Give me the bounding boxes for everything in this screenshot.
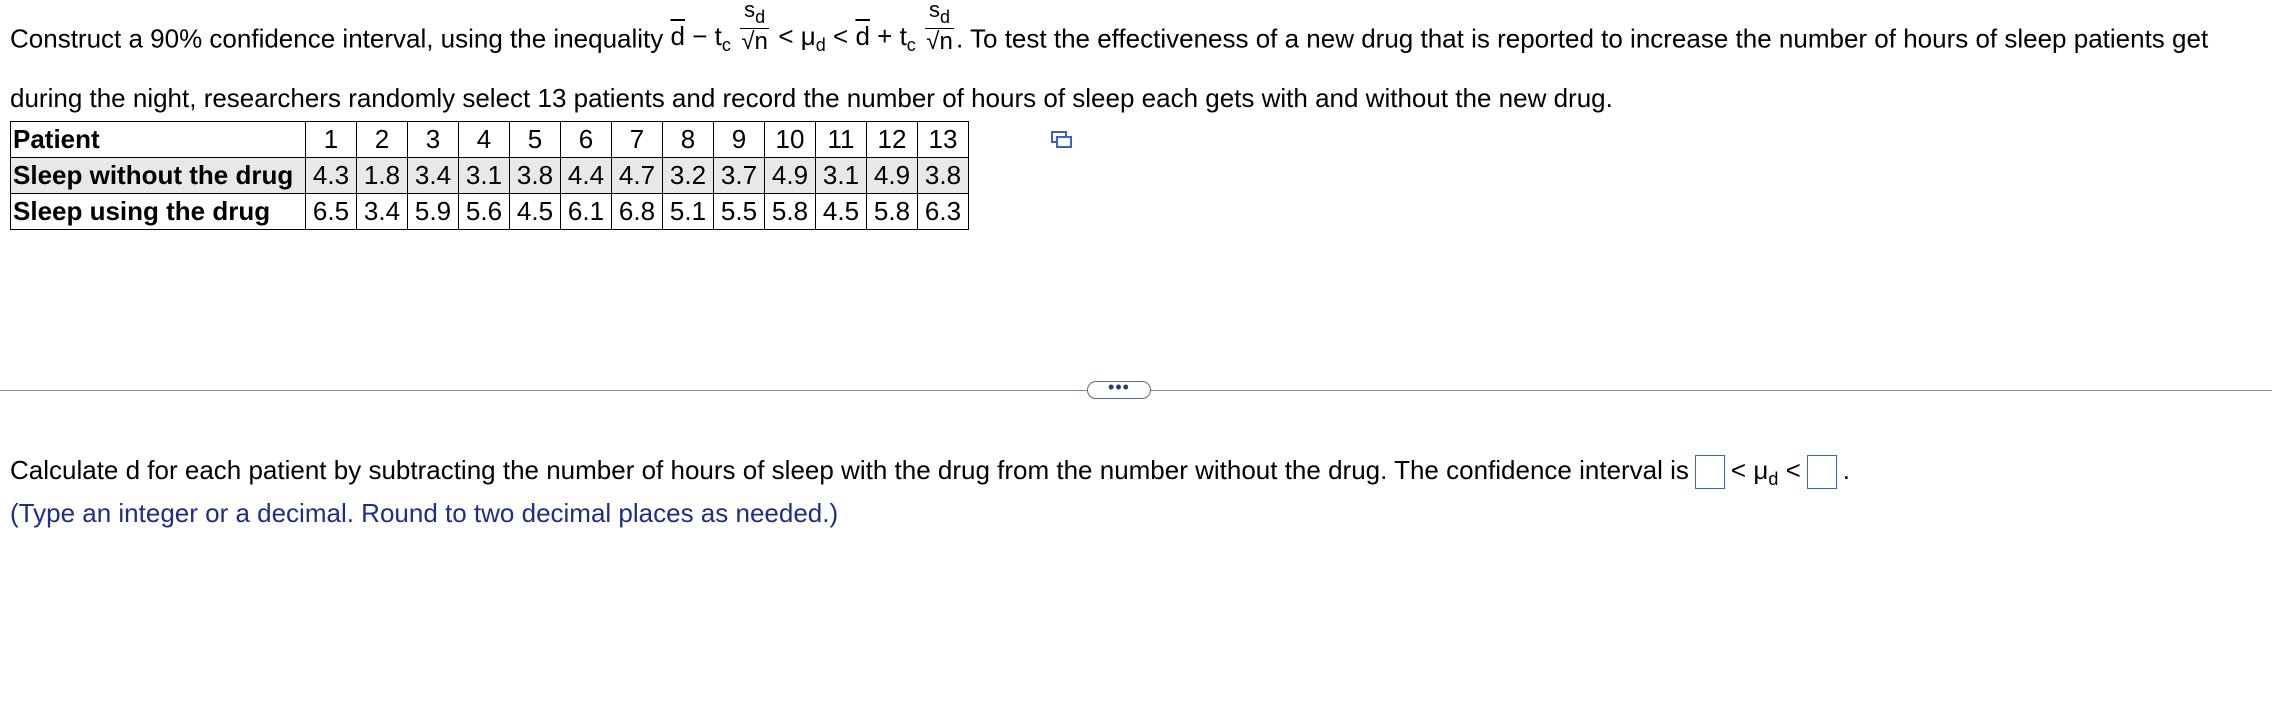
table-cell: 5.1 <box>663 194 714 230</box>
s-symbol-2: s <box>929 0 941 23</box>
d-bar-symbol: $\overline{d}$ <box>670 21 685 51</box>
intro-text <box>10 0 2250 61</box>
table-cell: 10 <box>765 122 816 158</box>
mu-subscript-q: d <box>1768 469 1779 489</box>
table-cell: 1 <box>306 122 357 158</box>
less-than-symbol-q2: < <box>1785 455 1801 485</box>
row-label: Sleep using the drug <box>11 194 306 230</box>
intro-line-2: during the night, researchers randomly select 13 patients and record the number of hours of sleep each gets with and without the new drug. <box>10 83 1613 113</box>
table-cell: 3.7 <box>714 158 765 194</box>
sqrt-n-2: √n <box>926 28 953 56</box>
table-cell: 5.9 <box>408 194 459 230</box>
table-cell: 5 <box>510 122 561 158</box>
table-cell: 4 <box>459 122 510 158</box>
question-period: . <box>1842 455 1850 485</box>
table-cell: 4.9 <box>867 158 918 194</box>
table-cell: 4.3 <box>306 158 357 194</box>
table-cell: 9 <box>714 122 765 158</box>
table-row <box>11 122 969 158</box>
table-cell: 3.8 <box>510 158 561 194</box>
row-label: Sleep without the drug <box>11 158 306 194</box>
table-cell: 3.4 <box>357 194 408 230</box>
d-bar-symbol-2: $\overline{d}$ <box>855 21 870 51</box>
table-row <box>11 158 969 194</box>
d-subscript-2: d <box>940 7 951 28</box>
table-cell: 11 <box>816 122 867 158</box>
table-cell: 3.1 <box>816 158 867 194</box>
less-than-symbol-2: < <box>833 21 849 51</box>
table-cell: 6.3 <box>918 194 969 230</box>
fraction-sd-over-sqrt-n <box>740 0 769 56</box>
table-cell: 8 <box>663 122 714 158</box>
t-symbol-2: t <box>899 21 907 51</box>
data-table <box>10 121 969 230</box>
table-cell: 2 <box>357 122 408 158</box>
less-than-symbol-q1: < <box>1730 455 1747 485</box>
intro-prefix: Construct a 90% confidence interval, using the inequality <box>10 23 664 54</box>
row-label: Patient <box>11 122 306 158</box>
table-cell: 6.5 <box>306 194 357 230</box>
table-cell: 6.1 <box>561 194 612 230</box>
table-row <box>11 194 969 230</box>
question-prefix: Calculate d for each patient by subtracting the number of hours of sleep with the drug from the number without the drug. The confidence interval is <box>10 455 1689 485</box>
s-symbol: s <box>744 0 756 23</box>
table-cell: 4.9 <box>765 158 816 194</box>
sqrt-n: √n <box>741 28 768 56</box>
table-cell: 6.8 <box>612 194 663 230</box>
lower-bound-input[interactable] <box>1695 455 1725 489</box>
plus-symbol: + <box>877 21 893 51</box>
table-cell: 3.1 <box>459 158 510 194</box>
table-cell: 13 <box>918 122 969 158</box>
c-subscript-2: c <box>906 35 916 55</box>
table-cell: 4.5 <box>510 194 561 230</box>
mu-symbol: μ <box>800 21 816 51</box>
d-subscript: d <box>755 7 766 28</box>
mu-subscript: d <box>815 35 826 55</box>
table-cell: 7 <box>612 122 663 158</box>
copy-table-icon[interactable] <box>1051 131 1073 149</box>
fraction-sd-over-sqrt-n-2 <box>925 0 954 56</box>
question-text <box>10 454 1850 495</box>
table-cell: 4.5 <box>816 194 867 230</box>
table-cell: 3.4 <box>408 158 459 194</box>
upper-bound-input[interactable] <box>1807 455 1837 489</box>
answer-hint: (Type an integer or a decimal. Round to two decimal places as needed.) <box>10 498 839 528</box>
table-cell: 5.8 <box>867 194 918 230</box>
table-cell: 6 <box>561 122 612 158</box>
table-cell: 5.8 <box>765 194 816 230</box>
t-symbol: t <box>714 21 722 51</box>
table-cell: 3.8 <box>918 158 969 194</box>
intro-suffix: . To test the effectiveness of a new drug that is reported to increase the number of hours of sleep patients get <box>956 23 2209 54</box>
table-cell: 4.7 <box>612 158 663 194</box>
table-cell: 12 <box>867 122 918 158</box>
table-cell: 3 <box>408 122 459 158</box>
table-cell: 4.4 <box>561 158 612 194</box>
expand-button[interactable]: ••• <box>1087 381 1151 399</box>
c-subscript: c <box>721 35 731 55</box>
minus-symbol: − <box>692 21 708 51</box>
less-than-symbol: < <box>778 21 794 51</box>
inequality-formula <box>670 0 957 61</box>
table-cell: 5.6 <box>459 194 510 230</box>
table-cell: 5.5 <box>714 194 765 230</box>
mu-symbol-q: μ <box>1753 455 1769 485</box>
table-cell: 3.2 <box>663 158 714 194</box>
table-cell: 1.8 <box>357 158 408 194</box>
